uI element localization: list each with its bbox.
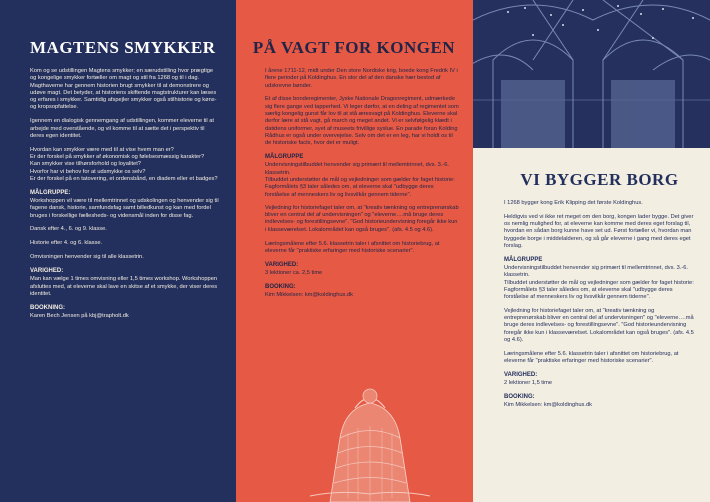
intro-text: Kom og se udstillingen Magtens smykker; en særudstilling hvor prægtige og kongelige smykker fortæller om magt og stil fra 1268 og til i dag. Magthaverne har gennem historien brugt smykker til at demonstrere og udøve magt. Det betyder, at historiens skiftende magtstrukturer kan læses og erfares i smykker. Samtidig afspejler smykker også stilhistorie og køns- og kropsopfattelse. (30, 68, 217, 111)
duration-label: VARIGHED: (30, 267, 64, 274)
duration-text: 3 lektioner ca. 2,5 time (265, 270, 323, 277)
learning-goals-text: Læringsmålene efter 5.6. klassetrin taler i afsnittet om historiebrug, at eleverne får "praktiske erfaringer med historiske scenarier". (504, 350, 679, 364)
intro-text: I 1268 bygger kong Erik Klipping det første Koldinghus. (504, 200, 643, 206)
questions-text: Hvordan kan smykker være med til at vise hvem man er? Er der forskel på smykker af økonomisk og følelsesmæssig karakter? Kan smykker vise tilhørsforhold og loyalitet? Hvorfor har vi behov for at udsmykke os selv? Er der forskel på en tatovering, et ordensbånd, en diadem eller et badges? (30, 146, 218, 182)
vault-ceiling-photo (473, 0, 710, 148)
target-text: Undervisningstilbuddet henvender sig primært til mellemtrinnet, dvs. 3.-6. klassetrin. Tilbuddet understøtter de mål og vejledninger som gælder for faget historie: Fagformålets §3 taler således om, at eleverne skal "udbygge deres forståelse af menneskers liv og livsvilkår gennem tiderne". (504, 265, 694, 301)
booking-text: Kim Mikkelsen: km@koldinghus.dk (504, 402, 592, 409)
title-vi-bygger-borg: VI BYGGER BORG (520, 170, 679, 189)
grades-all: Omvisningen henvender sig til alle klassetrin. (30, 254, 144, 261)
grades-historie: Historie efter 4. og 6. klasse. (30, 240, 103, 247)
guidance-text: Vejledning for historiefaget taler om, at "kreativ tænkning og entreprenørskab bliver en central del af undervisningen" og "eleverne….må bruge deres indlevelses- og forestillingsevne". "God historieundervisning foregår ikke kun i klasseværelset. Lokalområdet kan også bruges". (afs. 4.5 og 4.6). (504, 307, 694, 343)
booking-label: BOOKNING: (30, 304, 65, 311)
booking-label: BOOKING: (265, 283, 296, 290)
regiment-text: Et af disse bonderegimenter, Jyske Nationale Dragonregiment, udmærkede sig flere gange ved tapperhed. Vi leger dørfor, at en deling af regimentet som særlig kongelig gunst får lov til at stå æresvagt på Koldinghus. Eleverne skal derfor lære at stå vagt, gå march og meget andet. Vi er selvfølgelig klædt i datidens uniformer, syet af museets frivillige syslue. En parade foran Kolding Rådhus er også under overvejelse. Selv om det er en leg, har vi holdt os til de historiske facts, hvor det er muligt. (265, 96, 459, 147)
booking-label: BOOKING: (504, 393, 535, 400)
title-magtens-smykker: MAGTENS SMYKKER (30, 38, 216, 57)
duration-text: Man kan vælge 1 times omvisning eller 1,5 times workshop. Workshoppen afsluttes med, at eleverne skal lave en skitse af et smykke, der viser deres identitet. (30, 276, 218, 297)
learning-goals-text: Læringsmålene efter 5.6. klassetrin taler i afsnittet om historiebrug, at eleverne får "praktiske erfaringer med historiske scenarier". (265, 240, 440, 254)
duration-label: VARIGHED: (265, 261, 299, 268)
history-text: I årene 1711-12, midt under Den store Nordiske krig, boede kong Fredrik IV i flere perioder på Koldinghus. En stor del af den danske hær bestod af udskrevne bønder. (265, 68, 458, 89)
booking-text: Kim Mikkelsen: km@koldinghus.dk (265, 292, 353, 299)
dialog-text: Igennem en dialogisk gennemgang af udstillingen, kommer eleverne til at arbejde med overstående, og vil komme til at sætte det i perspektiv til deres egen identitet. (30, 118, 215, 139)
target-label: MÅLGRUPPE (265, 153, 304, 160)
duration-label: VARIGHED: (504, 371, 538, 378)
target-text: Workshoppen vil være til mellemtrinnet og udskolingen og henvender sig til fagene dansk, historie, samfundsfag samt billedkunst og kan med fordel bruges i forskellige fællesheds- og vidensmål inden for disse fag. (30, 198, 219, 219)
seal-stamp-illustration (300, 378, 440, 502)
target-label: MÅLGRUPPE: (30, 189, 71, 196)
guidance-text: Vejledning for historiefaget taler om, at "kreativ tænkning og entreprenørskab bliver en central del af undervisningen" og "eleverne….må bruge deres indlevelses- og forestillingsevne". "God historieundervisning foregår ikke kun i klasseværelset. Lokalområdet kan også bruges". (afs. 4.5 og 4.6). (265, 204, 459, 233)
target-label: MÅLGRUPPE (504, 256, 543, 263)
column-vi-bygger-borg (473, 0, 710, 502)
castle-text: Heldigvis ved vi ikke ret meget om den borg, kongen lader bygge. Det giver os nemlig mulighed for, at eleverne kan komme med deres eget forslag til, hvordan en sådan borg kunne have set ud. Først fortæller vi, hvordan man byggede borge i middelalderen, og så går eleverne i gang med deres eget forslag. (504, 213, 694, 249)
booking-text: Karen Bech Jensen på kbj@trapholt.dk (30, 313, 129, 320)
grades-dansk: Dansk efter 4., 6. og 9. klasse. (30, 226, 107, 233)
target-text: Undervisningstilbuddet henvender sig primært til mellemtrinnet, dvs. 3.-6. klassetrin. Tilbuddet understøtter de mål og vejledninger som gælder for faget historie: Fagformålets §3 taler således om, at eleverne skal "udbygge deres forståelse af menneskers liv og livsvilkår gennem tiderne". (265, 162, 455, 198)
column-magtens-smykker (0, 0, 236, 502)
title-paa-vagt: PÅ VAGT FOR KONGEN (252, 38, 456, 57)
duration-text: 2 lektioner 1,5 time (504, 380, 553, 387)
